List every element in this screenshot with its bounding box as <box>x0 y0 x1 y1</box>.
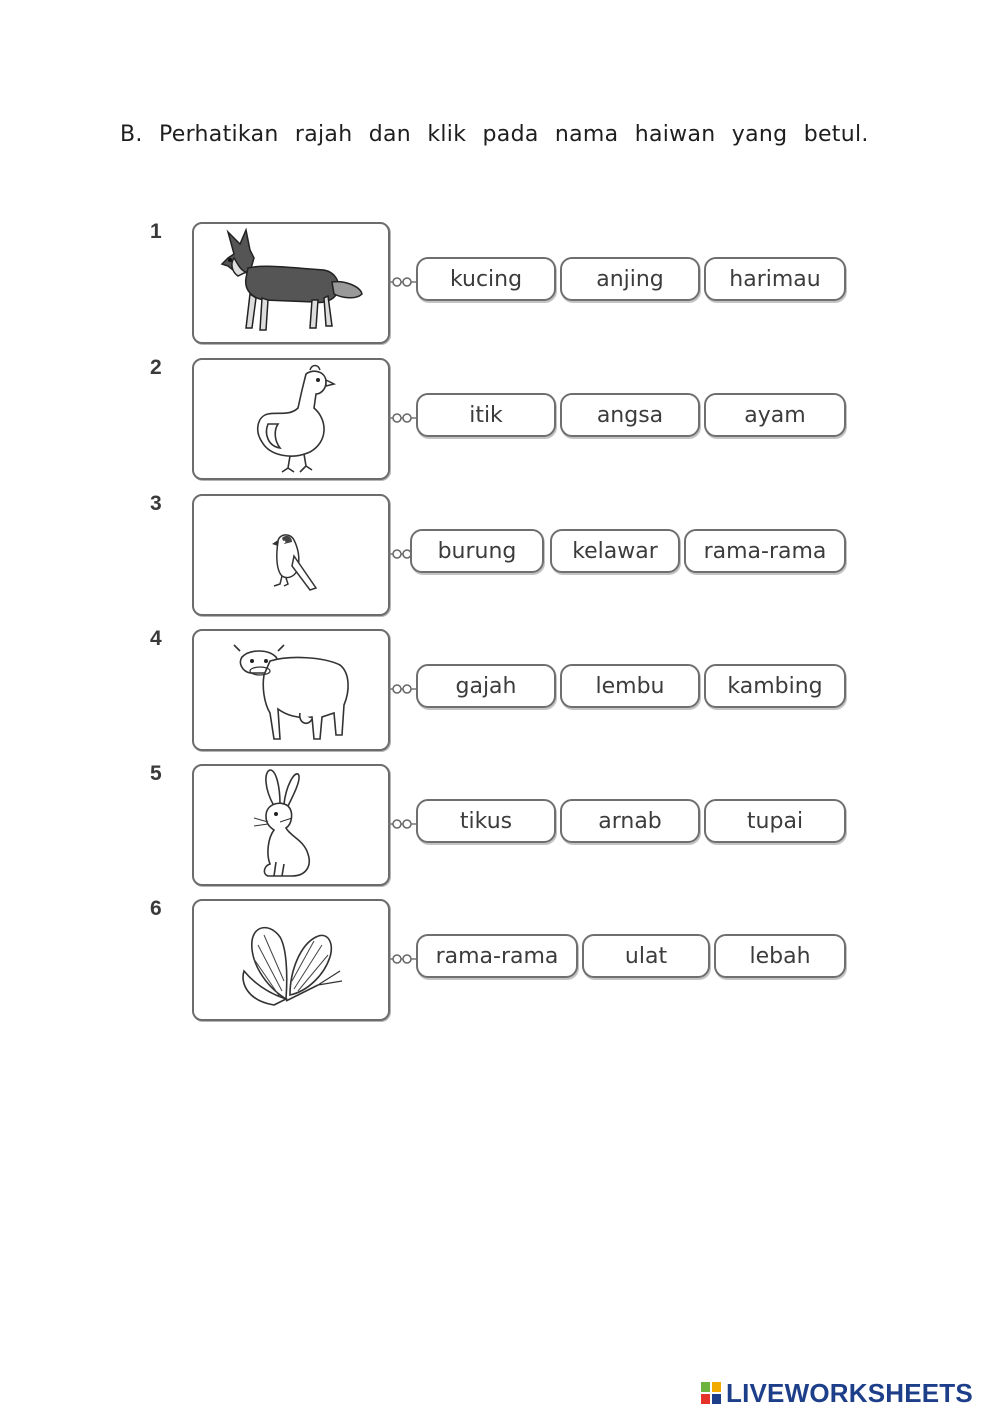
instruction-text: B. Perhatikan rajah dan klik pada nama haiwan yang betul. <box>120 122 869 147</box>
option-button[interactable]: burung <box>410 529 544 573</box>
connector-icon <box>388 411 416 425</box>
rabbit-drawing <box>194 766 388 884</box>
liveworksheets-logo-icon <box>700 1381 722 1405</box>
bird-drawing <box>194 496 388 614</box>
question-row-6 <box>0 897 1000 1023</box>
connector-icon <box>388 817 416 831</box>
option-button[interactable]: ulat <box>582 934 710 978</box>
option-button[interactable]: arnab <box>560 799 700 843</box>
option-button[interactable]: anjing <box>560 257 700 301</box>
connector-icon <box>388 682 416 696</box>
question-number: 6 <box>150 897 162 920</box>
option-button[interactable]: ayam <box>704 393 846 437</box>
option-button[interactable]: angsa <box>560 393 700 437</box>
dog-drawing <box>194 224 388 342</box>
option-button[interactable]: lebah <box>714 934 846 978</box>
picture-bird <box>192 494 390 616</box>
option-button[interactable]: harimau <box>704 257 846 301</box>
option-button[interactable]: itik <box>416 393 556 437</box>
picture-rabbit <box>192 764 390 886</box>
picture-cow <box>192 629 390 751</box>
picture-chicken <box>192 358 390 480</box>
question-row-2 <box>0 356 1000 482</box>
question-number: 3 <box>150 492 162 515</box>
question-row-5 <box>0 762 1000 888</box>
question-row-4 <box>0 627 1000 753</box>
option-button[interactable]: kelawar <box>550 529 680 573</box>
question-number: 5 <box>150 762 162 785</box>
chicken-drawing <box>194 360 388 478</box>
brand-footer <box>700 1376 973 1410</box>
option-button[interactable]: tupai <box>704 799 846 843</box>
question-number: 1 <box>150 220 162 243</box>
connector-icon <box>388 952 416 966</box>
question-number: 2 <box>150 356 162 379</box>
cow-drawing <box>194 631 388 749</box>
option-button[interactable]: rama-rama <box>684 529 846 573</box>
option-button[interactable]: kucing <box>416 257 556 301</box>
question-number: 4 <box>150 627 162 650</box>
option-button[interactable]: tikus <box>416 799 556 843</box>
connector-icon <box>388 275 416 289</box>
option-button[interactable]: lembu <box>560 664 700 708</box>
butterfly-drawing <box>194 901 388 1019</box>
option-button[interactable]: rama-rama <box>416 934 578 978</box>
brand-name: LIVEWORKSHEETS <box>726 1377 973 1408</box>
option-button[interactable]: gajah <box>416 664 556 708</box>
option-button[interactable]: kambing <box>704 664 846 708</box>
question-row-3 <box>0 492 1000 618</box>
picture-dog <box>192 222 390 344</box>
question-row-1 <box>0 220 1000 346</box>
picture-butterfly <box>192 899 390 1021</box>
